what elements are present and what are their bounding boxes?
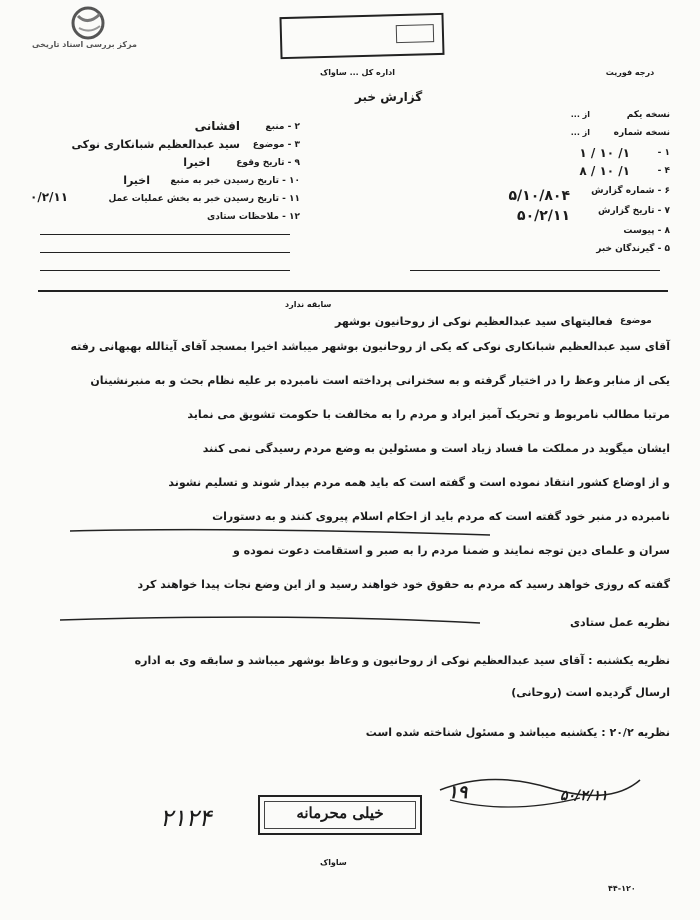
signature-number: ۱۹ xyxy=(448,782,468,803)
right-field-value-copy1: از ... xyxy=(570,110,590,119)
left-field-label-source: ۲ - منبع xyxy=(265,122,300,132)
body-line: نامبرده در منبر خود گفته است که مردم باید از احکام اسلام پیروی کنند و به دستورات xyxy=(212,510,670,523)
right-field-label-1: ۱ - xyxy=(657,148,670,158)
top-stamp xyxy=(279,13,444,59)
footer-unit: ساواک xyxy=(320,858,347,867)
footer-page-code: ۴۴-۱۲۰ xyxy=(608,884,636,893)
archive-logo-icon xyxy=(70,6,110,40)
issuing-unit: اداره کل ... ساواک xyxy=(320,68,395,77)
body-line: نظریه عمل ستادی xyxy=(569,616,670,629)
body-line: آقای سید عبدالعظیم شبانکاری نوکی که یکی از روحانیون بوشهر میباشد اخیرا بمسجد آقای آیتالله بهبهانی رفته xyxy=(70,340,670,353)
right-field-value-4: ۱/ ۱۰ / ۸ xyxy=(579,164,630,178)
right-field-label-copyno: نسخه شماره xyxy=(613,128,670,138)
right-field-label-copy1: نسخه یکم xyxy=(626,110,670,120)
right-rule-3 xyxy=(410,270,660,271)
right-field-value-1: ۱/ ۱۰ / ۱ xyxy=(579,146,630,160)
header-separator xyxy=(38,290,668,292)
left-field-label-notes: ۱۲ - ملاحظات ستادی xyxy=(207,212,300,222)
handwritten-underline xyxy=(40,525,500,635)
left-field-label-ops: ۱۱ - تاریخ رسیدن خبر به بخش عملیات عمل xyxy=(108,194,300,204)
left-field-value-source: افشانی xyxy=(194,119,240,133)
left-rule-1 xyxy=(40,234,290,235)
opinion-line: ارسال گردیده است (روحانی) xyxy=(511,686,670,699)
subject-text: فعالیتهای سید عبدالعظیم نوکی از روحانیون بوشهر xyxy=(335,315,613,328)
right-field-label-report-no: ۶ - شماره گزارش xyxy=(591,186,670,196)
top-stamp-inner-box xyxy=(396,24,434,43)
body-line: مرتبا مطالب نامربوط و تحریک آمیز ایراد و مردم را به مخالفت با حکومت تشویق می نماید xyxy=(187,408,670,421)
logo-caption: مرکز بررسی اسناد تاریخی xyxy=(32,40,137,49)
body-line: سران و علمای دین توجه نمایند و ضمنا مردم را به صبر و استقامت دعوت نموده و xyxy=(232,544,670,557)
classification-stamp xyxy=(258,795,422,835)
right-field-label-recipients: ۵ - گیرندگان خبر xyxy=(596,244,670,254)
report-title: گزارش خبر xyxy=(355,90,423,104)
left-field-label-received: ۱۰ - تاریخ رسیدن خبر به منبع xyxy=(170,176,300,186)
left-field-value-subject: سید عبدالعظیم شبانکاری نوکی xyxy=(71,138,240,151)
body-line: ایشان میگوید در مملکت ما فساد زیاد است و مسئولین به وضع مردم رسیدگی نمی کنند xyxy=(202,442,670,455)
subject-label: موضوع xyxy=(620,316,652,326)
right-field-value-report-date: ۵۰/۲/۱۱ xyxy=(517,208,570,224)
classification-label: درجه فوریت xyxy=(605,68,655,77)
opinion-line: نظریه ۲۰/۲ : یکشنبه میباشد و مسئول شناخته شده است xyxy=(365,726,670,739)
left-field-value-received: اخیرا xyxy=(123,174,150,187)
opinion-line: نظریه یکشنبه : آقای سید عبدالعظیم نوکی از روحانیون و وعاظ بوشهر میباشد و سابقه وی به اداره xyxy=(134,654,670,667)
left-field-label-subject: ۳ - موضوع xyxy=(252,140,300,150)
body-line: یکی از منابر وعظ را در اختیار گرفته و به سخنرانی پرداخته است نامبرده بر علیه نظام بحث و به منبرنشینان xyxy=(90,374,670,387)
handwritten-file-number: ۲۱۲۴ xyxy=(160,804,212,832)
body-line: و از اوضاع کشور انتقاد نموده است و گفته است که باید همه مردم بیدار شوند و تسلیم نشوند xyxy=(168,476,670,489)
right-field-label-4: ۴ - xyxy=(657,166,670,176)
left-field-label-date: ۹ - تاریخ وقوع xyxy=(236,158,300,168)
left-field-value-date: اخیرا xyxy=(183,156,210,169)
classification-stamp-text: خیلی محرمانه xyxy=(296,804,384,822)
signature-date: ۵۰/۲/۱۱ xyxy=(560,788,608,804)
archive-logo xyxy=(30,6,137,52)
left-field-value-ops: ۰/۲/۱۱ xyxy=(30,190,69,204)
left-rule-2 xyxy=(40,252,290,253)
right-field-label-report-date: ۷ - تاریخ گزارش xyxy=(598,206,670,216)
left-rule-3 xyxy=(40,270,290,271)
right-field-label-attachment: ۸ - پیوست xyxy=(623,226,670,236)
right-field-value-copyno: از ... xyxy=(570,128,590,137)
right-field-value-report-no: ۵/۱۰/۸۰۴ xyxy=(508,188,570,204)
subject-note: سابقه ندارد xyxy=(285,300,332,309)
body-line: گفته که روزی خواهد رسید که مردم به حقوق خود خواهند رسید و از این وضع نجات پیدا خواهند کرد xyxy=(137,578,670,591)
